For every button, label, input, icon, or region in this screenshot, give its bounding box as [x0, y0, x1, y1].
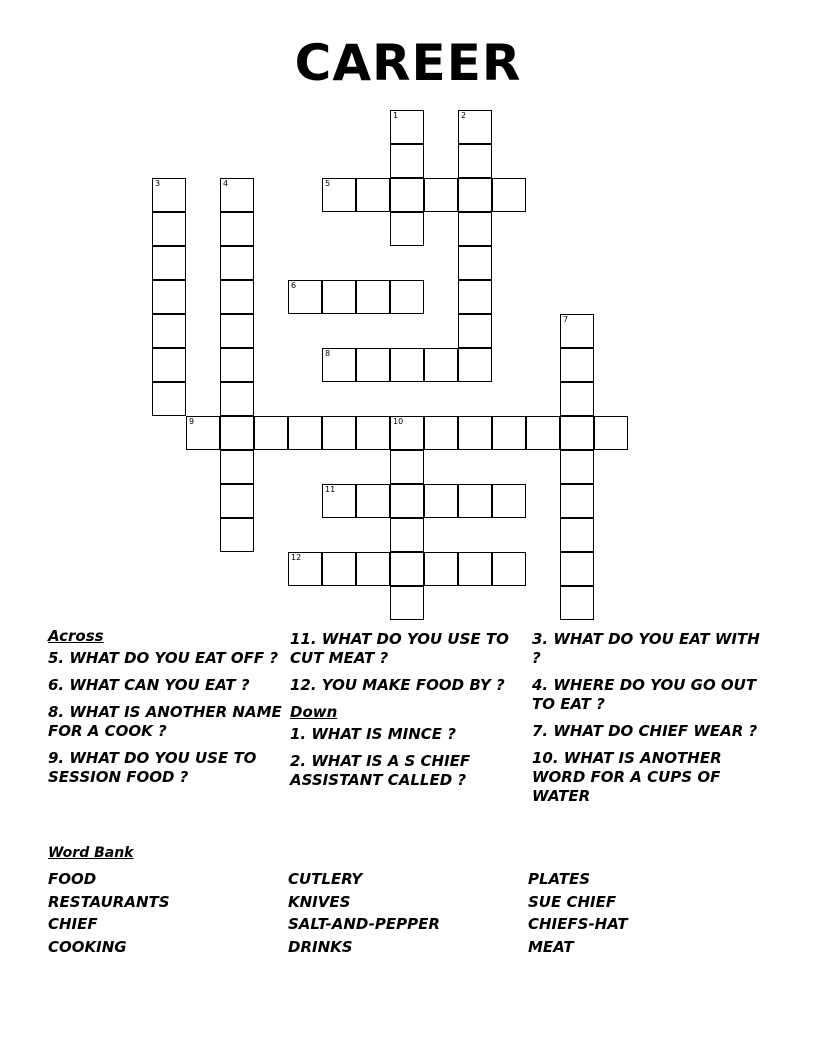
puzzle-title: CAREER [294, 34, 522, 92]
word-bank-item: RESTAURANTS [48, 892, 170, 911]
crossword-cell[interactable] [152, 348, 186, 382]
cell-number: 10 [393, 417, 404, 426]
crossword-cell[interactable] [288, 280, 322, 314]
down-header: Down [290, 703, 338, 721]
cell-number: 7 [563, 315, 569, 324]
crossword-cell[interactable] [254, 416, 288, 450]
crossword-cell[interactable] [220, 450, 254, 484]
crossword-cell[interactable] [560, 416, 594, 450]
crossword-cell[interactable] [424, 348, 458, 382]
clues-column-2 [290, 630, 530, 798]
clue-7-down: 7. WHAT DO CHIEF WEAR ? [532, 722, 758, 740]
crossword-cell[interactable] [220, 212, 254, 246]
clue-10-down: 10. WHAT IS ANOTHER WORD FOR A CUPS OF WATER [532, 749, 722, 805]
clue-11-across: 11. WHAT DO YOU USE TO CUT MEAT ? [290, 630, 509, 667]
clue-6-across: 6. WHAT CAN YOU EAT ? [48, 676, 250, 694]
crossword-cell[interactable] [424, 416, 458, 450]
crossword-cell[interactable] [356, 552, 390, 586]
crossword-cell[interactable] [560, 518, 594, 552]
crossword-cell[interactable] [390, 178, 424, 212]
crossword-cell[interactable] [356, 416, 390, 450]
crossword-cell[interactable] [458, 484, 492, 518]
word-bank-column-1 [48, 868, 278, 958]
crossword-cell[interactable] [458, 246, 492, 280]
crossword-cell[interactable] [458, 552, 492, 586]
crossword-cell[interactable] [220, 280, 254, 314]
clue-3-down: 3. WHAT DO YOU EAT WITH ? [532, 630, 760, 667]
crossword-cell[interactable] [152, 314, 186, 348]
crossword-cell[interactable] [356, 280, 390, 314]
crossword-cell[interactable] [560, 586, 594, 620]
word-bank-header: Word Bank [48, 845, 134, 861]
crossword-cell[interactable] [220, 518, 254, 552]
crossword-cell[interactable] [220, 348, 254, 382]
crossword-cell[interactable] [458, 110, 492, 144]
crossword-cell[interactable] [526, 416, 560, 450]
crossword-cell[interactable] [560, 382, 594, 416]
crossword-cell[interactable] [322, 348, 356, 382]
crossword-cell[interactable] [152, 280, 186, 314]
crossword-cell[interactable] [390, 586, 424, 620]
crossword-cell[interactable] [390, 484, 424, 518]
word-bank-column-3 [528, 868, 758, 958]
crossword-cell[interactable] [492, 178, 526, 212]
crossword-cell[interactable] [458, 416, 492, 450]
cell-number: 3 [155, 179, 161, 188]
crossword-cell[interactable] [220, 416, 254, 450]
word-bank-item: SUE CHIEF [528, 892, 617, 911]
crossword-cell[interactable] [458, 280, 492, 314]
word-bank-item: CUTLERY [288, 870, 363, 888]
crossword-cell[interactable] [390, 348, 424, 382]
clue-9-across: 9. WHAT DO YOU USE TO SESSION FOOD ? [48, 749, 257, 786]
crossword-cell[interactable] [152, 178, 186, 212]
crossword-cell[interactable] [424, 484, 458, 518]
crossword-cell[interactable] [458, 212, 492, 246]
clue-1-down: 1. WHAT IS MINCE ? [290, 725, 456, 743]
crossword-cell[interactable] [220, 178, 254, 212]
across-header: Across [48, 627, 104, 645]
crossword-cell[interactable] [220, 382, 254, 416]
crossword-cell[interactable] [152, 212, 186, 246]
crossword-cell[interactable] [356, 348, 390, 382]
crossword-cell[interactable] [492, 484, 526, 518]
cell-number: 1 [393, 111, 399, 120]
crossword-cell[interactable] [390, 110, 424, 144]
crossword-cell[interactable] [288, 416, 322, 450]
crossword-cell[interactable] [390, 518, 424, 552]
clue-5-across: 5. WHAT DO YOU EAT OFF ? [48, 649, 279, 667]
crossword-cell[interactable] [492, 552, 526, 586]
crossword-cell[interactable] [322, 552, 356, 586]
crossword-cell[interactable] [220, 484, 254, 518]
word-bank-item: MEAT [528, 937, 574, 956]
crossword-cell[interactable] [560, 484, 594, 518]
cell-number: 8 [325, 349, 331, 358]
crossword-cell[interactable] [424, 178, 458, 212]
cell-number: 5 [325, 179, 331, 188]
clue-12-across: 12. YOU MAKE FOOD BY ? [290, 676, 505, 694]
crossword-cell[interactable] [458, 178, 492, 212]
crossword-cell[interactable] [390, 280, 424, 314]
clues-column-3 [532, 630, 772, 814]
cell-number: 2 [461, 111, 467, 120]
cell-number: 6 [291, 281, 297, 290]
crossword-cell[interactable] [186, 416, 220, 450]
word-bank-item: CHIEFS-HAT [528, 915, 628, 933]
word-bank-item: COOKING [48, 937, 127, 956]
word-bank-column-2 [288, 868, 518, 958]
crossword-cell[interactable] [492, 416, 526, 450]
clues-column-1 [48, 627, 288, 795]
crossword-cell[interactable] [356, 484, 390, 518]
cell-number: 4 [223, 179, 229, 188]
word-bank-item: CHIEF [48, 915, 98, 933]
word-bank-item: SALT-AND-PEPPER [288, 915, 440, 933]
word-bank-item: DRINKS [288, 937, 353, 956]
word-bank-item: PLATES [528, 870, 591, 888]
crossword-cell[interactable] [390, 416, 424, 450]
cell-number: 11 [325, 485, 336, 494]
crossword-cell[interactable] [356, 178, 390, 212]
clue-2-down: 2. WHAT IS A S CHIEF ASSISTANT CALLED ? [290, 752, 471, 789]
cell-number: 9 [189, 417, 195, 426]
crossword-cell[interactable] [322, 484, 356, 518]
crossword-cell[interactable] [560, 552, 594, 586]
crossword-cell[interactable] [560, 348, 594, 382]
clue-8-across: 8. WHAT IS ANOTHER NAME FOR A COOK ? [48, 703, 282, 740]
word-bank-item: KNIVES [288, 892, 351, 911]
crossword-cell[interactable] [288, 552, 322, 586]
crossword-cell[interactable] [322, 178, 356, 212]
crossword-cell[interactable] [560, 314, 594, 348]
crossword-cell[interactable] [458, 348, 492, 382]
crossword-cell[interactable] [220, 246, 254, 280]
crossword-cell[interactable] [390, 450, 424, 484]
crossword-cell[interactable] [390, 552, 424, 586]
crossword-cell[interactable] [220, 314, 254, 348]
crossword-cell[interactable] [458, 144, 492, 178]
crossword-cell[interactable] [322, 416, 356, 450]
crossword-cell[interactable] [390, 212, 424, 246]
cell-number: 12 [291, 553, 302, 562]
crossword-cell[interactable] [322, 280, 356, 314]
crossword-cell[interactable] [152, 246, 186, 280]
crossword-cell[interactable] [390, 144, 424, 178]
crossword-cell[interactable] [152, 382, 186, 416]
crossword-cell[interactable] [560, 450, 594, 484]
crossword-cell[interactable] [458, 314, 492, 348]
crossword-cell[interactable] [424, 552, 458, 586]
clue-4-down: 4. WHERE DO YOU GO OUT TO EAT ? [532, 676, 757, 713]
crossword-cell[interactable] [594, 416, 628, 450]
word-bank-item: FOOD [48, 870, 97, 888]
